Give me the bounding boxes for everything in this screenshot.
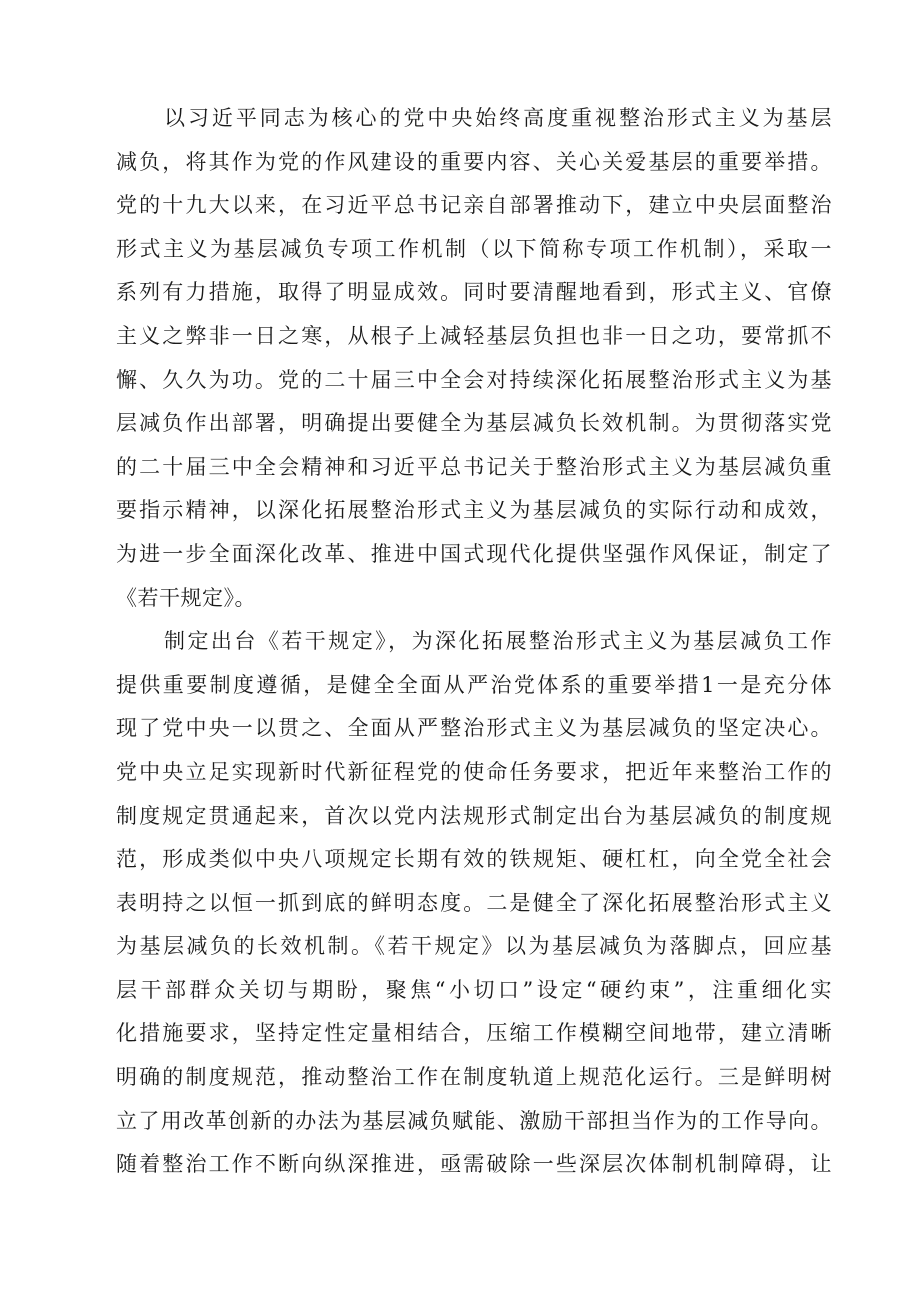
- text-line: 以习近平同志为核心的党中央始终高度重视整治形式主义为基层: [164, 106, 832, 130]
- text-line: 要指示精神，以深化拓展整治形式主义为基层减负的实际行动和成效，: [116, 498, 832, 523]
- paragraph-1: [116, 97, 832, 620]
- text-line: 制定出台《若干规定》，为深化拓展整治形式主义为基层减负工作: [164, 629, 832, 654]
- text-line: 随着整治工作不断向纵深推进，亟需破除一些深层次体制机制障碍，让: [116, 1152, 832, 1177]
- text-line: 范，形成类似中央八项规定长期有效的铁规矩、硬杠杠，向全党全社会: [116, 847, 832, 872]
- text-line: 表明持之以恒一抓到底的鲜明态度。二是健全了深化拓展整治形式主义: [116, 890, 832, 915]
- text-line: 懈、久久为功。党的二十届三中全会对持续深化拓展整治形式主义为基: [116, 367, 832, 392]
- paragraph-2: [116, 620, 832, 1187]
- document-body: [116, 97, 832, 1187]
- text-line: 党中央立足实现新时代新征程党的使命任务要求，把近年来整治工作的: [116, 759, 832, 784]
- text-line: 形式主义为基层减负专项工作机制（以下简称专项工作机制），采取一: [116, 236, 832, 261]
- text-line: 化措施要求，坚持定性定量相结合，压缩工作模糊空间地带，建立清晰: [116, 1021, 832, 1046]
- text-line: 减负，将其作为党的作风建设的重要内容、关心关爱基层的重要举措。: [116, 149, 832, 174]
- text-line: 为进一步全面深化改革、推进中国式现代化提供坚强作风保证，制定了: [116, 541, 832, 566]
- text-line: 层干部群众关切与期盼，聚焦“小切口”设定“硬约束”，注重细化实: [116, 977, 832, 1002]
- text-line: 提供重要制度遵循，是健全全面从严治党体系的重要举措1一是充分体: [116, 672, 832, 697]
- text-line: 立了用改革创新的办法为基层减负赋能、激励干部担当作为的工作导向。: [116, 1108, 832, 1133]
- text-line: 明确的制度规范，推动整治工作在制度轨道上规范化运行。三是鲜明树: [116, 1065, 832, 1090]
- text-line: 制度规定贯通起来，首次以党内法规形式制定出台为基层减负的制度规: [116, 803, 832, 828]
- text-line: 《若干规定》。: [116, 585, 256, 610]
- text-line: 现了党中央一以贯之、全面从严整治形式主义为基层减负的坚定决心。: [116, 716, 832, 741]
- text-line: 主义之弊非一日之寒，从根子上减轻基层负担也非一日之功，要常抓不: [116, 323, 832, 348]
- text-line: 党的十九大以来，在习近平总书记亲自部署推动下，建立中央层面整治: [116, 193, 832, 218]
- text-line: 的二十届三中全会精神和习近平总书记关于整治形式主义为基层减负重: [116, 454, 832, 479]
- text-line: 层减负作出部署，明确提出要健全为基层减负长效机制。为贯彻落实党: [116, 411, 832, 436]
- text-line: 为基层减负的长效机制。《若干规定》以为基层减负为落脚点，回应基: [116, 934, 832, 959]
- text-line: 系列有力措施，取得了明显成效。同时要清醒地看到，形式主义、官僚: [116, 280, 832, 305]
